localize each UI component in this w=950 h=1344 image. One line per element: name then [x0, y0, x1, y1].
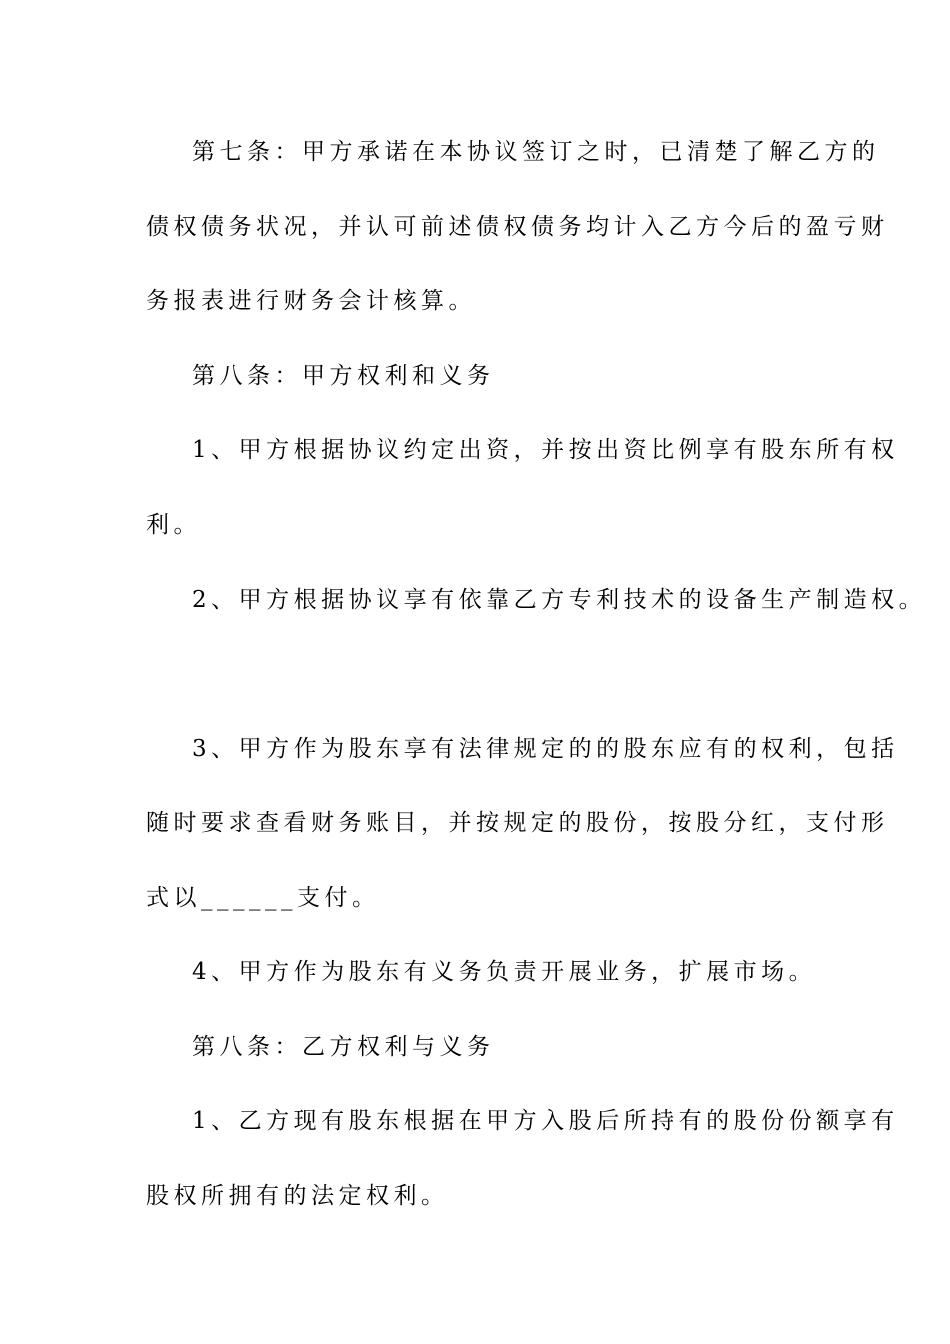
party-a-item-1-line-1: 1、甲方根据协议约定出资，并按出资比例享有股东所有权 [192, 437, 899, 463]
party-b-item-1-line-2: 股权所拥有的法定权利。 [146, 1183, 449, 1209]
party-a-item-3-line-3: 式以______支付。 [146, 885, 380, 911]
article-8-heading-party-b: 第八条：乙方权利与义务 [192, 1034, 495, 1060]
party-a-item-3-line-2: 随时要求查看财务账目，并按规定的股份，按股分红，支付形 [146, 810, 889, 836]
party-b-item-1-line-1: 1、乙方现有股东根据在甲方入股后所持有的股份份额享有 [192, 1108, 899, 1134]
party-a-item-3-line-1: 3、甲方作为股东享有法律规定的的股东应有的权利，包括 [192, 736, 899, 762]
article-7-line-2: 债权债务状况，并认可前述债权债务均计入乙方今后的盈亏财 [146, 214, 889, 240]
party-a-item-1-line-2: 利。 [146, 512, 201, 538]
party-a-item-2: 2、甲方根据协议享有依靠乙方专利技术的设备生产制造权。 [192, 587, 927, 613]
party-a-item-4: 4、甲方作为股东有义务负责开展业务，扩展市场。 [192, 959, 817, 985]
article-7-line-3: 务报表进行财务会计核算。 [146, 288, 476, 314]
article-8-heading-party-a: 第八条：甲方权利和义务 [192, 363, 495, 389]
article-7-line-1: 第七条：甲方承诺在本协议签订之时，已清楚了解乙方的 [192, 139, 880, 165]
